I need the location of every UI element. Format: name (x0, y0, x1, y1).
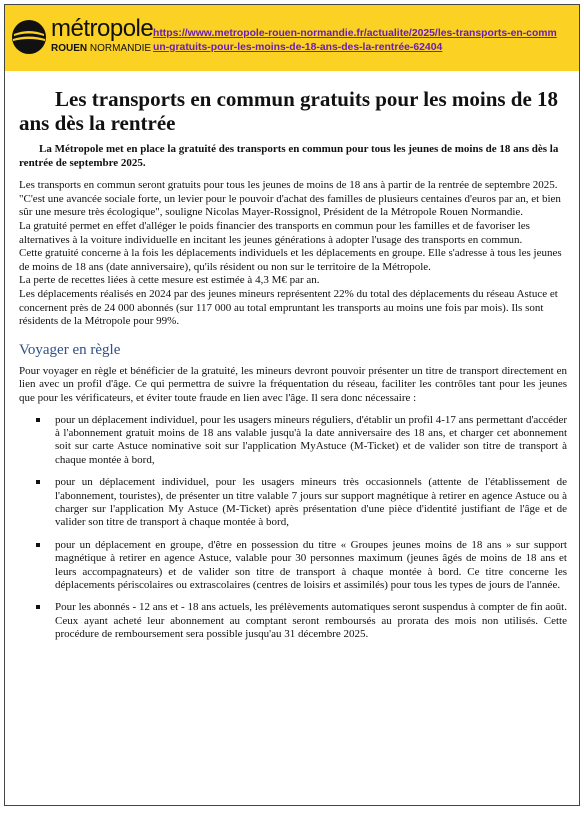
list-item-text: pour un déplacement en groupe, d'être en possession du titre « Groupes jeunes moins de 18 ans » sur support magnétique à retirer en agence Astuce, valable pour 30 personnes maximum (jeunes âgés de moins de 18 ans et leurs accompagnateurs) et de valider son titre de transport à chaque montée à bord. Ce titre concerne les déplacements périscolaires ou extrascolaires (centres de loisirs et assimilés) pour tous les types de jours de l'année. (55, 538, 567, 591)
list-item (19, 601, 567, 641)
list-item-text: Pour les abonnés - 12 ans et - 18 ans actuels, les prélèvements automatiques seront suspendus à compter de fin août. Ceux ayant acheté leur abonnement au comptant seront remboursés au prorata des mois non utilisés. Cette procédure de remboursement sera possible jusqu'au 31 décembre 2025. (55, 601, 567, 641)
list-item-text: pour un déplacement individuel, pour les usagers mineurs très occasionnels (attente de l'établissement de l'abonnement, touristes), de présenter un titre valable 7 jours sur support magnétique à retirer en agence Astuce ou à charger sur l'application My Astuce (M-Ticket) après présentation d'une pièce d'identité justifiant de l'âge et de valider son titre de transport à chaque montée à bord, (55, 476, 567, 529)
logo-sub-region: NORMANDIE (89, 43, 152, 54)
logo-sub-city: ROUEN (51, 43, 88, 54)
logo-name: métropole (51, 15, 154, 42)
article-body (19, 87, 567, 651)
article-lead: La Métropole met en place la gratuité des transports en commun pour tous les jeunes de moins de 18 ans dès la rentrée de septembre 2025. (19, 143, 559, 169)
section-heading: Voyager en règle (19, 341, 121, 358)
document-page (4, 4, 580, 806)
bullet-icon (36, 480, 40, 484)
list-item (19, 476, 567, 530)
paragraph: La gratuité permet en effet d'alléger le poids financier des transports en commun pour les familles et de favoriser les alternatives à la voiture individuelle en incitant les jeunes générations à adopter l'usage des transports en commun. (19, 219, 530, 246)
requirements-list (19, 414, 567, 642)
metropole-logo[interactable] (11, 15, 154, 59)
logo-subtitle (51, 43, 151, 54)
paragraph: La perte de recettes liées à cette mesure est estimée à 4,3 M€ par an. (19, 274, 320, 287)
bullet-icon (36, 543, 40, 547)
list-item (19, 539, 567, 593)
header-banner (5, 5, 579, 71)
paragraph: Cette gratuité concerne à la fois les déplacements individuels et les déplacements en groupe. Elle s'adresse à tous les jeunes de moins de 18 ans (date anniversaire), qu'ils résident ou non sur le territoire de la Métropole. (19, 247, 562, 273)
source-url-link[interactable]: https://www.metropole-rouen-normandie.fr/actualite/2025/les-transports-en-commun-gratuits-pour-les-moins-de-18-ans-des-la-rentrée-62404 (153, 28, 557, 53)
article-title: Les transports en commun gratuits pour les moins de 18 ans dès la rentrée (19, 87, 559, 135)
paragraph: Les déplacements réalisés en 2024 par des jeunes mineurs représentent 22% du total des déplacements du réseau Astuce et concernent près de 24 000 abonnés (sur 117 000 au total empruntant les transports au moins une fois par mois). Ils sont résidents de la Métropole pour 99%. (19, 287, 558, 328)
bullet-icon (36, 605, 40, 609)
section-intro: Pour voyager en règle et bénéficier de la gratuité, les mineurs devront pouvoir présenter un titre de transport directement en lien avec un profil d'âge. Ce qui permettra de suivre la fréquentation du réseau, faciliter les contrôles tant pour les jeunes que pour les vérificateurs, et éviter toute fraude en lien avec l'âge. Il sera donc nécessaire : (19, 364, 567, 404)
bullet-icon (36, 418, 40, 422)
list-item-text: pour un déplacement individuel, pour les usagers mineurs réguliers, d'établir un profil 4-17 ans permettant d'accéder à l'abonnement gratuit moins de 18 ans valable jusqu'à la date anniversaire des 18 ans, et charger cet abonnement soit sur carte Astuce nominative soit sur l'application MyAstuce (M-Ticket) et de valider son titre de transport à chaque montée à bord, (55, 413, 567, 466)
article-paragraphs (19, 179, 567, 329)
paragraph: Les transports en commun seront gratuits pour tous les jeunes de moins de 18 ans à partir de la rentrée de septembre 2025. "C'est une avancée sociale forte, un levier pour le pouvoir d'achat des familles de plusieurs centaines d'euros par an, et bien sûr une mesure très écologique", souligne Nicolas Mayer-Rossignol, Président de la Métropole Rouen Normandie. (19, 179, 561, 219)
metropole-logo-icon (11, 19, 47, 55)
list-item (19, 414, 567, 468)
